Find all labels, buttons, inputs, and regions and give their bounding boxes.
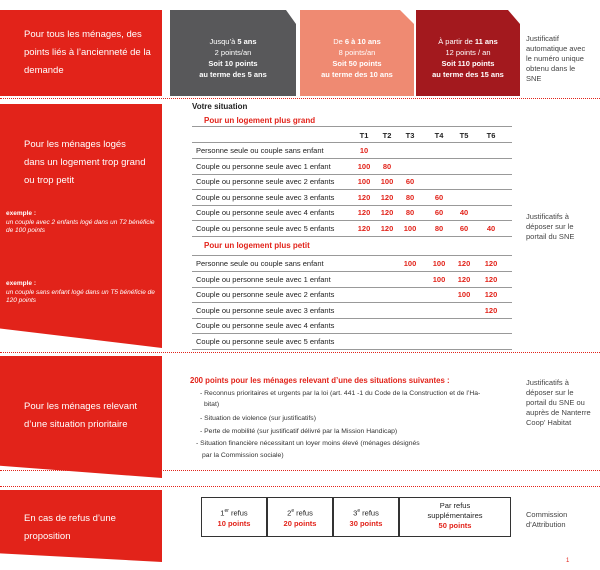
refus-box-3 [333, 497, 399, 537]
anciennete-step-3 [416, 10, 520, 96]
table-cell: 100 [357, 177, 371, 186]
section-label-loges: Pour les ménages logés dans un logement trop grand ou trop petit [24, 139, 146, 186]
prioritaire-heading: 200 points pour les ménages relevant d’une des situations suivantes : [190, 376, 450, 385]
refus-2-points: 20 points [283, 518, 317, 528]
table-petit-title: Pour un logement plus petit [204, 241, 310, 250]
step-3-years: 11 ans [474, 37, 498, 46]
table-row-label: Couple ou personne seule avec 4 enfants [196, 208, 335, 217]
step-2-term: au terme des 10 ans [321, 70, 393, 79]
table-row-rule [192, 189, 512, 190]
refus-3-word: refus [360, 508, 379, 518]
step-1-total: Soit 10 points [208, 59, 258, 68]
page-number: 1 [566, 558, 570, 564]
table-cell: 120 [484, 259, 498, 268]
step-1-term: au terme des 5 ans [199, 70, 267, 79]
prioritaire-item: - Reconnus prioritaires et urgents par la loi (art. 441 -1 du Code de la Construction et de l’Ha- [200, 390, 481, 397]
refus-3-sup: e [357, 508, 361, 514]
refus-1-sup: er [224, 508, 229, 514]
table-cell: 120 [357, 223, 371, 233]
refus-box-2 [267, 497, 333, 537]
justif-commission: Commission d’Attribution [526, 510, 568, 529]
table-cell: 60 [459, 223, 469, 233]
prioritaire-item: - Perte de mobilité (sur justificatif délivré par la Mission Handicap) [200, 428, 398, 435]
step-1-rate: 2 points/an [214, 48, 252, 57]
table-cell: 120 [457, 274, 471, 284]
table-cell: 100 [403, 223, 417, 233]
step-1-prefix: Jusqu’à [209, 37, 238, 46]
table-row-rule [192, 158, 512, 159]
table-row-label: Couple ou personne seule avec 5 enfants [196, 223, 335, 233]
example-2 [6, 280, 156, 306]
section-label-refus: En cas de refus d’une proposition [24, 513, 116, 542]
table-row-rule [192, 220, 512, 221]
table-row-label: Couple ou personne seule avec 3 enfants [196, 192, 335, 202]
section-label-anciennete: Pour tous les ménages, des points liés à l’ancienneté de la demande [24, 29, 151, 76]
table-cell: 100 [403, 259, 417, 268]
column-header-1: T1 [359, 131, 369, 140]
example-2-title: exemple : [6, 280, 36, 287]
table-title: Votre situation [192, 102, 248, 111]
example-1-title: exemple : [6, 210, 36, 217]
refus-4-line1: Par refus [439, 501, 471, 510]
prioritaire-item: bitat) [204, 401, 220, 408]
table-row-label: Couple ou personne seule avec 5 enfants [196, 336, 335, 346]
refus-box-1 [201, 497, 267, 537]
step-3-prefix: À partir de [438, 37, 475, 46]
table-cell: 40 [486, 223, 496, 233]
example-1-body: un couple avec 2 enfants logé dans un T2 bénéficie de 100 points [6, 218, 155, 234]
refus-2-ord: 2 [287, 508, 292, 518]
table-grand-title: Pour un logement plus grand [204, 116, 316, 125]
justif-auto: Justificatif automatique avec le numéro unique obtenu dans le SNE [526, 34, 586, 83]
table-row-rule [192, 318, 512, 319]
separator-3 [0, 470, 600, 471]
justif-prioritaire: Justificatifs à déposer sur le portail du SNE ou auprès de Nanterre Coop’ Habitat [526, 378, 591, 427]
table-row-label: Couple ou personne seule avec 3 enfants [196, 305, 335, 315]
refus-4-points: 50 points [438, 521, 472, 530]
table-cell: 120 [380, 192, 394, 202]
table-row-rule [192, 271, 512, 272]
step-3-total: Soit 110 points [441, 59, 495, 68]
table-row-label: Personne seule ou couple sans enfant [196, 146, 324, 155]
table-cell: 60 [405, 177, 415, 186]
table-cell: 120 [380, 223, 394, 233]
column-header-2: T2 [382, 131, 392, 140]
table-row-label: Couple ou personne seule avec 4 enfants [196, 321, 335, 330]
table-cell: 60 [434, 208, 444, 217]
table-cell: 120 [484, 290, 498, 299]
table-row-label: Personne seule ou couple sans enfant [196, 259, 324, 268]
refus-1-points: 10 points [217, 518, 251, 528]
anciennete-step-1 [170, 10, 296, 96]
table-cell: 10 [359, 146, 369, 155]
table-row-rule [192, 205, 512, 206]
table-cell: 60 [434, 192, 444, 202]
separator-2 [0, 352, 600, 353]
column-header-4: T4 [434, 131, 444, 140]
table-cell: 120 [457, 259, 471, 268]
table-cell: 80 [382, 161, 392, 171]
table-top-rule [192, 126, 512, 127]
column-header-6: T6 [486, 131, 496, 140]
table-cell: 80 [434, 223, 444, 233]
separator-1 [0, 98, 600, 99]
step-2-rate: 8 points/an [338, 48, 376, 57]
table-row-rule [192, 287, 512, 288]
petit_rows-top-rule [192, 255, 512, 256]
table-row-rule [192, 302, 512, 303]
refus-3-points: 30 points [349, 518, 383, 528]
refus-2-word: refus [294, 508, 313, 518]
column-header-5: T5 [459, 131, 469, 140]
example-2-body: un couple sans enfant logé dans un T5 bénéficie de 120 points [6, 288, 155, 304]
section-label-prioritaire: Pour les ménages relevant d’une situation prioritaire [24, 401, 138, 430]
example-1 [6, 210, 156, 236]
table-cell: 100 [432, 259, 446, 268]
table-row-label: Couple ou personne seule avec 1 enfant [196, 161, 331, 171]
prioritaire-item: - Situation financière nécessitant un loyer moins élevé (ménages désignés [196, 440, 420, 447]
refus-1-ord: 1 [220, 508, 225, 518]
prioritaire-item: - Situation de violence (sur justificatifs) [200, 415, 316, 422]
refus-2-sup: e [291, 508, 295, 514]
table-row-label: Couple ou personne seule avec 1 enfant [196, 274, 331, 284]
step-3-term: au terme des 15 ans [432, 70, 504, 79]
table-cell: 80 [405, 208, 415, 217]
step-1-years: 5 ans [237, 37, 257, 46]
table-cell: 120 [357, 192, 371, 202]
table-row-label: Couple ou personne seule avec 2 enfants [196, 177, 335, 186]
table-row-rule [192, 236, 512, 237]
step-2-years: 6 à 10 ans [344, 37, 381, 46]
table-cell: 120 [380, 208, 394, 217]
table-cell: 100 [380, 177, 394, 186]
step-2-prefix: De [333, 37, 345, 46]
anciennete-step-2 [300, 10, 414, 96]
table-row-rule [192, 349, 512, 350]
table-cell: 100 [432, 274, 446, 284]
refus-1-word: refus [228, 508, 248, 518]
separator-4 [0, 486, 600, 487]
table-cell: 120 [484, 305, 498, 315]
table-row-rule [192, 333, 512, 334]
justif-portail: Justificatifs à déposer sur le portail du SNE [526, 212, 575, 241]
refus-3-ord: 3 [353, 508, 358, 518]
prioritaire-item: par la Commission sociale) [202, 452, 284, 459]
table-cell: 120 [484, 274, 498, 284]
grand_rows-top-rule [192, 142, 512, 143]
table-cell: 80 [405, 192, 415, 202]
table-row-rule [192, 174, 512, 175]
refus-box-4 [399, 497, 511, 537]
table-cell: 100 [357, 161, 371, 171]
step-3-rate: 12 points / an [445, 48, 491, 57]
step-2-total: Soit 50 points [332, 59, 382, 68]
refus-4-line2: supplémentaires [427, 511, 483, 520]
table-cell: 40 [459, 208, 469, 217]
column-header-3: T3 [405, 131, 415, 140]
table-cell: 120 [357, 208, 371, 217]
table-row-label: Couple ou personne seule avec 2 enfants [196, 290, 335, 299]
table-cell: 100 [457, 290, 471, 299]
